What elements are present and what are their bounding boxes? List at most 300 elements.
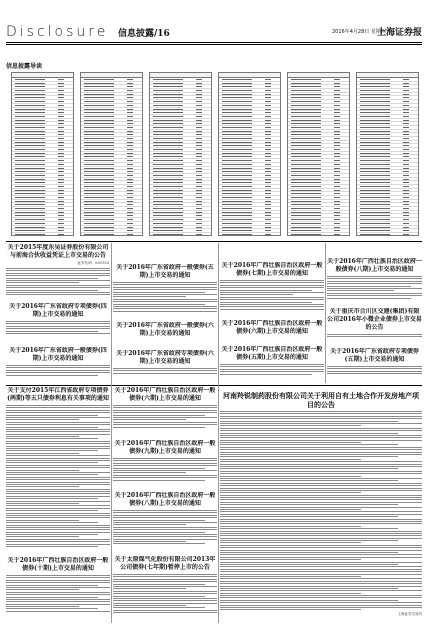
text-line [220,428,422,429]
notice-title: 关于2016年广西壮族自治区政府一般债券(八期)上市交易的通知 [114,492,216,507]
text-line [6,427,98,428]
notice-title: 关于2016年广东省政府专项债券(六期)上市交易的通知 [116,350,214,365]
text-line [220,504,398,505]
text-line [220,306,324,307]
text-line [6,431,110,432]
text-line [220,516,398,517]
text-line [220,521,422,522]
text-line [113,541,186,542]
text-line [113,539,217,540]
text-line [220,574,422,575]
text-line [327,288,422,289]
text-line [113,603,217,604]
text-line [220,480,398,481]
text-line [113,311,217,312]
text-line [327,290,394,291]
text-line [6,333,110,334]
text-line [113,610,217,611]
notice-4 [113,264,217,320]
text-line [220,509,361,510]
text-line [113,427,205,428]
text-line [220,542,361,543]
brand-title: Disclosure [6,24,109,40]
notice-9 [220,320,324,344]
text-line [220,304,324,305]
notice-body [113,368,217,374]
text-line [6,546,98,547]
text-line [113,465,217,466]
text-line [327,336,422,337]
text-line [220,562,422,563]
text-line [220,581,422,582]
table-row [150,233,211,236]
paper-name: 上海证券报 [376,28,422,38]
text-line [6,462,98,463]
notice-signature: 上海证券交易所 [397,612,422,617]
text-line [220,374,312,375]
notice-body [327,334,422,337]
text-line [220,416,422,417]
notice-title: 关于2016年广西壮族自治区政府一般债券(六期)上市交易的通知 [114,387,216,402]
masthead [6,24,422,38]
text-line [6,280,110,281]
text-line [220,297,324,298]
notice-8 [220,262,324,318]
text-line [113,586,217,587]
text-line [220,564,398,565]
text-line [327,278,422,279]
section-divider [6,241,422,242]
text-line [220,488,422,489]
text-line [113,524,186,525]
text-line [113,294,217,295]
text-line [113,368,217,369]
text-line [113,468,205,469]
text-line [6,580,110,581]
text-line [327,368,422,369]
text-line [113,527,217,528]
text-line [6,608,98,609]
notice-body [113,405,217,428]
text-line [6,486,79,487]
notice-title: 关于2016年广西壮族自治区政府一般债券(七期)上市交易的通知 [221,262,323,277]
text-line [6,575,110,576]
text-line [113,292,205,293]
text-line [113,520,205,521]
text-line [6,460,110,461]
notice-11 [327,258,422,306]
text-line [6,438,98,439]
text-line [113,600,217,601]
text-line [220,535,422,536]
notice-3 [6,347,110,383]
text-line [220,586,422,587]
text-line [113,576,217,577]
text-line [113,304,205,305]
index-table-2 [80,72,143,236]
guide-title: 信息披露导读 [6,63,43,70]
text-line [6,536,79,537]
notice-body [327,366,422,374]
notice-title: 关于支付2015年江西省政府专项债券(两期)等五只债券利息有关事项的通知 [7,387,109,402]
text-line [220,531,422,532]
notice-10 [220,346,324,383]
notice-body [6,575,110,612]
text-line [6,544,110,545]
text-line [113,289,217,290]
text-line [6,515,110,516]
text-line [113,287,217,288]
text-line [6,601,110,602]
text-line [220,545,422,546]
text-line [6,498,98,499]
text-line [220,435,422,436]
text-line [220,519,422,520]
text-line [113,424,217,425]
text-line [6,597,98,598]
text-line [220,418,422,419]
text-line [220,557,422,558]
text-line [6,472,110,473]
text-line [6,606,79,607]
text-line [220,485,422,486]
text-line [6,489,110,490]
text-line [220,290,312,291]
column-divider [325,243,326,383]
text-line [113,419,186,420]
text-line [113,417,217,418]
text-line [6,365,110,366]
text-line [220,609,361,610]
text-line [6,611,110,612]
text-line [113,515,217,516]
text-line [113,536,217,537]
text-line [220,440,422,441]
text-line [220,461,422,462]
text-line [6,503,79,504]
notice-body [220,411,422,610]
text-line [6,458,110,459]
notice-code: 证券代码：601555 [77,261,109,265]
text-line [6,522,98,523]
text-line [6,370,110,371]
text-line [220,449,422,450]
text-line [220,456,398,457]
text-line [113,458,217,459]
text-line [113,579,217,580]
text-line [220,421,398,422]
text-line [220,550,422,551]
text-line [6,415,98,416]
text-line [327,295,422,296]
text-line [220,593,361,594]
text-line [220,607,422,608]
text-line [220,588,398,589]
text-line [113,574,217,575]
text-line [113,588,186,589]
text-line [6,278,98,279]
text-line [6,321,110,322]
text-line [220,471,422,472]
notice-15 [6,557,110,621]
notice-18 [113,492,217,552]
notice-title: 关于2016年广西壮族自治区政府一般债券(十期)上市交易的通知 [7,557,109,572]
index-table-1 [11,72,74,236]
text-line [6,441,110,442]
text-line [327,281,422,282]
text-line [6,326,110,327]
text-line [6,407,110,408]
notice-14 [6,387,110,555]
text-line [6,443,110,444]
text-line [6,331,98,332]
notice-body [113,458,217,481]
text-line [220,497,422,498]
text-line [113,605,186,606]
notice-body [6,321,110,334]
notice-title: 关于2016年广西壮族自治区政府一般债券(六期)上市交易的通知 [221,320,323,335]
text-line [113,591,217,592]
text-line [6,372,110,373]
text-line [6,592,110,593]
index-table-6 [356,72,419,236]
text-line [113,612,217,613]
notice-16 [113,387,217,437]
text-line [6,405,110,406]
text-line [6,477,110,478]
text-line [6,479,110,480]
text-line [220,294,293,295]
text-line [220,280,324,281]
notice-19 [113,556,217,621]
text-line [6,525,110,526]
text-line [220,309,324,310]
text-line [6,604,110,605]
text-line [6,450,98,451]
text-line [6,577,110,578]
text-line [6,491,110,492]
notice-title: 关于2016年广东省政府一般债券(五期)上市交易的通知 [116,264,214,279]
text-line [220,478,422,479]
table-row [288,233,349,236]
notice-title: 关于2016年广东省政府专项债券(五期)上市交易的通知 [330,348,419,363]
text-line [327,366,422,367]
text-line [6,534,98,535]
text-line [113,593,217,594]
text-line [6,287,110,288]
text-line [220,554,422,555]
text-line [113,470,217,471]
text-line [6,474,98,475]
notice-body [113,510,217,544]
text-line [113,463,217,464]
notice-body [6,268,110,295]
text-line [6,424,110,425]
text-line [220,576,361,577]
text-line [220,499,422,500]
text-line [6,501,110,502]
text-line [6,422,110,423]
text-line [113,543,205,544]
text-line [6,520,79,521]
text-line [113,308,217,309]
text-line [6,517,110,518]
text-line [220,282,324,283]
notice-7 [113,350,217,383]
text-line [220,566,422,567]
text-line [6,419,79,420]
masthead-rule [6,42,422,43]
notice-20 [220,387,422,621]
text-line [220,595,422,596]
text-line [6,508,110,509]
text-line [6,290,98,291]
notice-body [6,405,110,547]
text-line [220,464,422,465]
text-line [113,477,217,478]
text-line [220,285,324,286]
index-table-4 [218,72,281,236]
text-line [113,534,217,535]
text-line [220,597,422,598]
text-line [113,373,217,374]
notice-title: 关于2016年广东省政府一般债券(四期)上市交易的通知 [9,347,107,362]
text-line [220,466,422,467]
text-line [6,285,110,286]
notice-body [6,365,110,376]
text-line [6,505,110,506]
text-line [6,496,110,497]
notice-body [220,280,324,310]
text-line [327,373,422,374]
text-line [6,412,110,413]
text-line [220,526,361,527]
text-line [6,510,98,511]
text-line [113,412,217,413]
text-line [220,569,422,570]
text-line [220,364,324,365]
text-line [113,517,217,518]
text-line [113,422,217,423]
text-line [113,512,217,513]
text-line [220,447,422,448]
text-line [220,476,361,477]
notice-title: 河南羚锐制药股份有限公司关于利用自有土地合作开发房地产项目的公告 [223,391,419,409]
text-line [113,598,217,599]
text-line [6,328,110,329]
text-line [113,301,217,302]
text-line [220,540,398,541]
text-line [327,371,422,372]
text-line [220,547,422,548]
text-line [220,559,361,560]
text-line [220,413,422,414]
text-line [327,298,411,299]
text-line [220,369,324,370]
text-line [6,587,110,588]
notice-title: 关于2016年广西壮族自治区政府一般债券(五期)上市交易的通知 [221,346,323,361]
notice-13 [327,348,422,383]
text-line [220,490,422,491]
text-line [220,468,398,469]
text-line [6,599,110,600]
text-line [6,589,79,590]
text-line [113,407,217,408]
text-line [113,584,205,585]
text-line [220,454,422,455]
notice-title: 关于2016年广西壮族自治区政府一般债券(九期)上市交易的通知 [114,440,216,455]
text-line [327,334,422,335]
text-line [113,299,217,300]
text-line [6,527,110,528]
text-line [6,455,110,456]
text-line [6,453,79,454]
text-line [113,370,217,371]
text-line [220,511,422,512]
text-line [6,470,79,471]
text-line [220,371,324,372]
text-line [327,286,411,287]
text-line [220,571,422,572]
text-line [113,472,186,473]
text-line [220,437,422,438]
text-line [6,513,110,514]
text-line [113,415,205,416]
table-row [12,233,73,236]
text-line [6,585,98,586]
text-line [220,459,361,460]
index-table-5 [287,72,350,236]
text-line [220,533,422,534]
text-line [113,581,217,582]
text-line [220,452,422,453]
text-line [6,582,110,583]
text-line [113,480,205,481]
text-line [6,448,110,449]
text-line [6,594,110,595]
text-line [220,502,422,503]
index-table-3 [149,72,212,236]
text-line [220,444,398,445]
masthead-rule-thin [6,44,422,45]
notice-body [113,574,217,613]
text-line [6,367,110,368]
notice-6 [113,322,217,348]
text-line [220,528,398,529]
text-line [113,405,217,406]
text-line [220,600,398,601]
notice-title: 关于太原煤气化股份有限公司2013年公司债券(七年期)暂停上市的公告 [114,556,216,571]
notice-body [327,276,422,299]
text-line [6,436,79,437]
text-line [6,484,110,485]
column-divider [218,243,219,623]
text-line [220,366,324,367]
text-line [220,590,422,591]
text-line [6,323,110,324]
text-line [113,510,217,511]
notice-title: 关于2015年度东吴证券股份有限公司与前海合伙收益凭证上市交易的公告 [7,244,109,259]
text-line [6,429,110,430]
text-line [6,268,110,269]
text-line [6,282,79,283]
column-divider [111,243,112,623]
text-line [220,578,422,579]
text-line [220,605,422,606]
text-line [220,411,422,412]
text-line [220,538,422,539]
notice-title: 关于2016年广西壮族自治区政府一般债券(八期)上市交易的通知 [327,258,422,273]
